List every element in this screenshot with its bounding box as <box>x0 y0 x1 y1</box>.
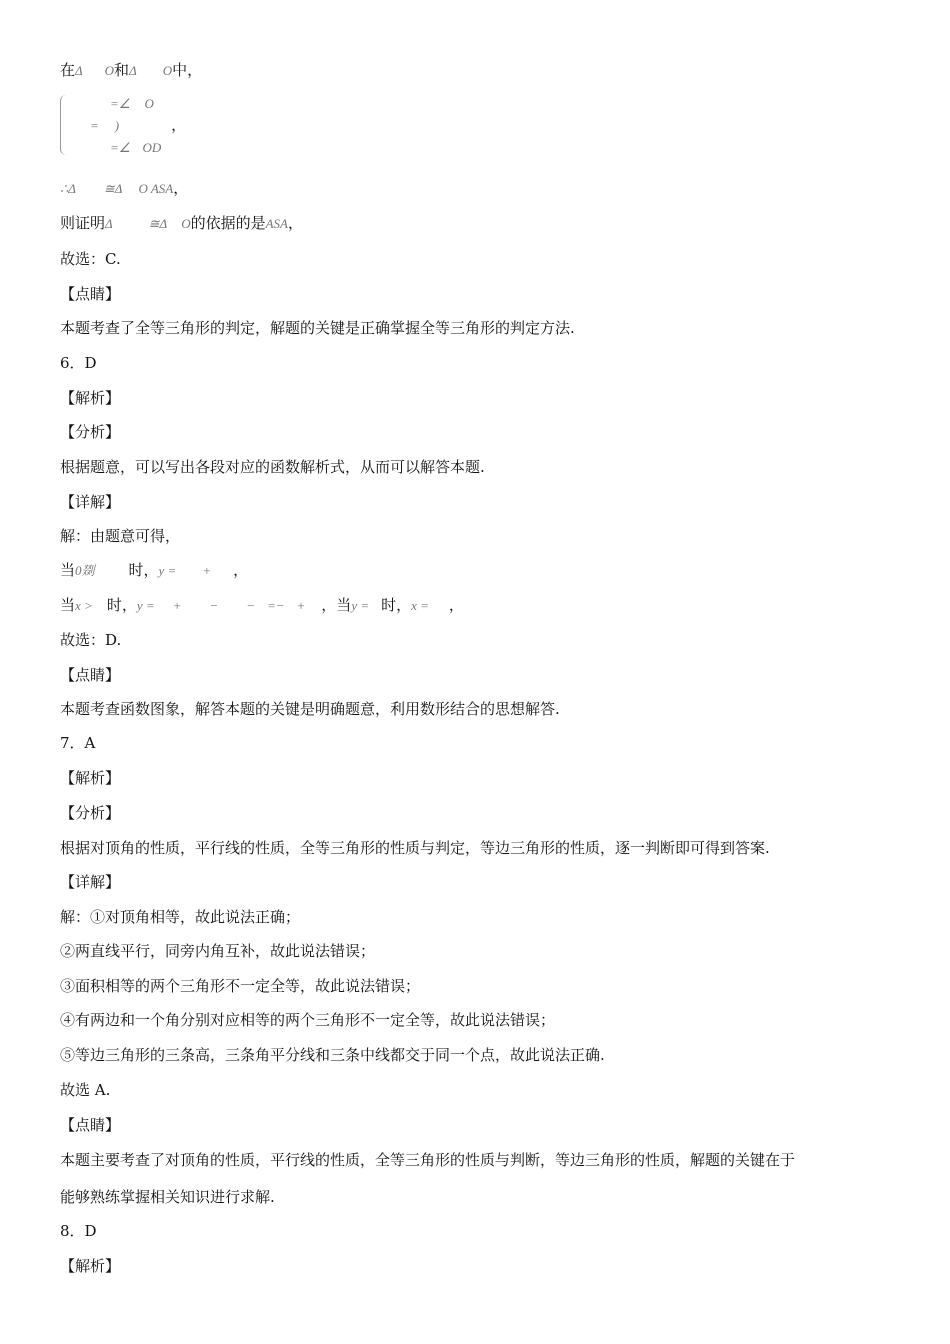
math-letter: O <box>104 63 115 78</box>
therefore-line <box>60 178 188 199</box>
math-minus: − <box>209 598 219 613</box>
section-heading: 【解析】 <box>60 769 121 787</box>
section-heading: 【点睛】 <box>60 1116 121 1134</box>
paragraph: 解：由题意可得， <box>60 527 181 545</box>
system-brace <box>60 95 69 155</box>
math-angle-equal: =∠ <box>110 140 131 155</box>
math-asa: ASA <box>265 216 288 231</box>
section-heading: 【点睛】 <box>60 666 121 684</box>
text-segment: ， <box>448 596 464 614</box>
math-y-equal: y = <box>351 598 370 613</box>
section-heading: 【分析】 <box>60 804 121 822</box>
math-letter: ) <box>114 118 120 133</box>
math-minus: − <box>246 598 255 613</box>
paragraph: 根据对顶角的性质，平行线的性质，全等三角形的性质与判定，等边三角形的性质，逐一判断即可得到答案. <box>60 839 770 857</box>
section-heading: 【详解】 <box>60 873 121 891</box>
text-segment: 当 <box>60 561 76 579</box>
question-number: 7．A <box>60 734 96 752</box>
section-heading: 【详解】 <box>60 493 121 511</box>
question-number: 8．D <box>60 1222 97 1240</box>
math-plus: + <box>172 598 182 613</box>
math-therefore: ∴Δ <box>60 181 76 196</box>
list-item: ④有两边和一个角分别对应相等的两个三角形不一定全等，故此说法错误； <box>60 1011 556 1029</box>
section-heading: 【点睛】 <box>60 285 121 303</box>
math-angle-equal: =∠ <box>110 96 131 111</box>
paragraph-continuation: 能够熟练掌握相关知识进行求解. <box>60 1188 275 1206</box>
math-triangle-symbol: Δ <box>129 63 137 78</box>
text-segment: 在 <box>60 61 76 79</box>
paragraph: 本题考查了全等三角形的判定，解题的关键是正确掌握全等三角形的判定方法. <box>60 319 575 337</box>
math-asa: O ASA <box>138 181 174 196</box>
system-row-1 <box>110 93 154 114</box>
formula-line-1 <box>60 560 248 581</box>
math-letter: O <box>144 96 154 111</box>
text-segment: ， <box>173 179 189 197</box>
paragraph: 本题考查函数图象，解答本题的关键是明确题意，利用数形结合的思想解答. <box>60 700 560 718</box>
text-segment: 和 <box>114 61 130 79</box>
list-item: 解：①对顶角相等，故此说法正确； <box>60 908 301 926</box>
math-congruent: ≅Δ <box>148 216 168 231</box>
text-segment: 当 <box>60 596 76 614</box>
answer-line: 故选：D. <box>60 631 122 649</box>
text-segment: ，当 <box>321 596 352 614</box>
system-row-2 <box>90 115 186 136</box>
list-item: ②两直线平行，同旁内角互补，故此说法错误； <box>60 942 376 960</box>
math-y-equal: y = <box>158 563 177 578</box>
math-equal: = <box>90 118 99 133</box>
text-segment: 时， <box>381 596 412 614</box>
text-segment: 时， <box>128 561 159 579</box>
answer-line: 故选 A. <box>60 1081 111 1099</box>
math-triangle-symbol: Δ <box>75 63 83 78</box>
text-segment: ， <box>171 116 187 134</box>
math-letter: O <box>162 63 173 78</box>
text-segment: ， <box>233 561 249 579</box>
math-letter: OD <box>142 140 162 155</box>
system-row-3 <box>110 137 161 158</box>
math-letter: O <box>181 216 191 231</box>
math-y-equal: y = <box>136 598 155 613</box>
math-congruent: ≅Δ <box>103 181 123 196</box>
proof-intro-line <box>60 60 202 81</box>
section-heading: 【解析】 <box>60 1257 121 1275</box>
math-plus: + <box>202 563 212 578</box>
list-item: ⑤等边三角形的三条高，三条角平分线和三条中线都交于同一个点，故此说法正确. <box>60 1046 605 1064</box>
math-x-greater: x > <box>75 598 93 613</box>
math-range: 0剟 <box>75 563 95 578</box>
formula-line-2 <box>60 595 464 616</box>
text-segment: 时， <box>106 596 137 614</box>
list-item: ③面积相等的两个三角形不一定全等，故此说法错误； <box>60 977 421 995</box>
section-heading: 【解析】 <box>60 389 121 407</box>
text-segment: 中， <box>172 61 203 79</box>
math-x-equal: x = <box>411 598 429 613</box>
paragraph: 根据题意，可以写出各段对应的函数解析式，从而可以解答本题. <box>60 458 485 476</box>
question-number: 6．D <box>60 354 97 372</box>
math-equal-minus: =− <box>266 598 285 613</box>
text-segment: ， <box>287 214 303 232</box>
math-triangle-symbol: Δ <box>105 216 113 231</box>
section-heading: 【分析】 <box>60 423 121 441</box>
math-plus: + <box>296 598 306 613</box>
answer-line: 故选：C. <box>60 250 121 268</box>
paragraph: 本题主要考查了对顶角的性质，平行线的性质，全等三角形的性质与判断，等边三角形的性质，解题的关键在于 <box>60 1151 796 1169</box>
proof-basis-line <box>60 213 303 234</box>
text-segment: 的依据的是 <box>190 214 266 232</box>
text-segment: 则证明 <box>60 214 106 232</box>
